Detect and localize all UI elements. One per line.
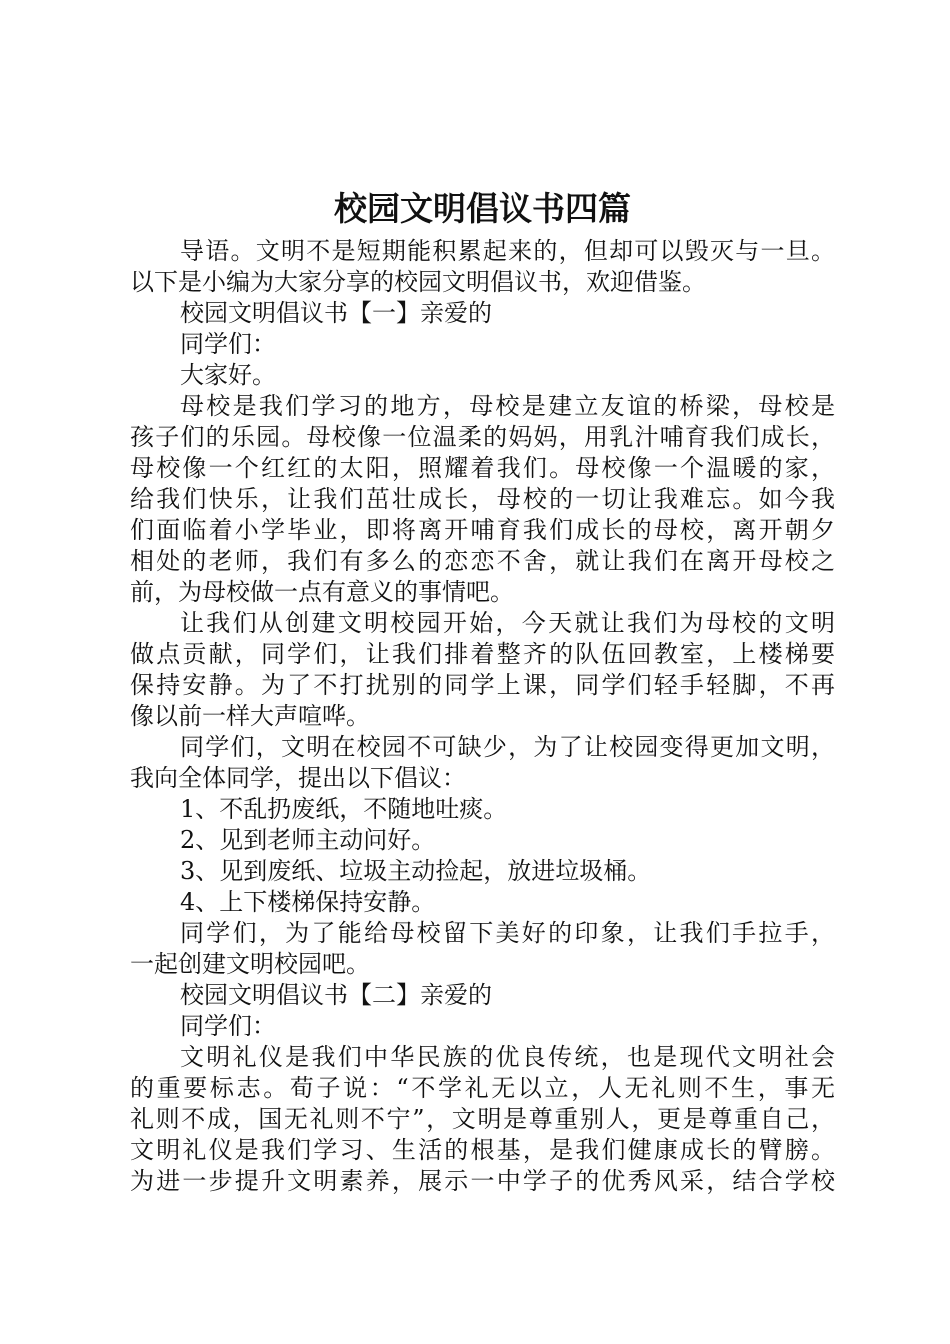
text-line: 1、不乱扔废纸，不随地吐痰。 — [180, 795, 508, 823]
text-line: 相处的老师，我们有多么的恋恋不舍，就让我们在离开母校之 — [130, 547, 835, 575]
text-line: 同学们，为了能给母校留下美好的印象，让我们手拉手， — [180, 919, 835, 947]
text-line: 一起创建文明校园吧。 — [130, 950, 370, 978]
text-line: 母校像一个红红的太阳，照耀着我们。母校像一个温暖的家， — [130, 454, 835, 482]
text-line: 2、见到老师主动问好。 — [180, 826, 436, 854]
text-line: 文明礼仪是我们学习、生活的根基，是我们健康成长的臂膀。 — [130, 1136, 835, 1164]
text-line: 母校是我们学习的地方，母校是建立友谊的桥梁，母校是 — [180, 392, 835, 420]
text-line: 的重要标志。荀子说：“不学礼无以立，人无礼则不生，事无 — [130, 1074, 835, 1102]
document-page — [130, 186, 835, 1197]
text-line: 为进一步提升文明素养，展示一中学子的优秀风采，结合学校 — [130, 1167, 835, 1195]
text-line: 文明礼仪是我们中华民族的优良传统，也是现代文明社会 — [180, 1043, 835, 1071]
text-line: 礼则不成，国无礼则不宁”，文明是尊重别人，更是尊重自己， — [130, 1105, 835, 1133]
text-line: 我向全体同学，提出以下倡议： — [130, 764, 466, 792]
text-line: 以下是小编为大家分享的校园文明倡议书，欢迎借鉴。 — [130, 268, 706, 296]
text-line: 们面临着小学毕业，即将离开哺育我们成长的母校，离开朝夕 — [130, 516, 835, 544]
text-line: 同学们，文明在校园不可缺少，为了让校园变得更加文明， — [180, 733, 835, 761]
text-line: 孩子们的乐园。母校像一位温柔的妈妈，用乳汁哺育我们成长， — [130, 423, 835, 451]
text-line: 像以前一样大声喧哗。 — [130, 702, 370, 730]
text-line: 同学们： — [180, 330, 276, 358]
text-line: 给我们快乐，让我们茁壮成长，母校的一切让我难忘。如今我 — [130, 485, 835, 513]
document-title: 校园文明倡议书四篇 — [334, 189, 631, 228]
text-line: 3、见到废纸、垃圾主动捡起，放进垃圾桶。 — [180, 857, 652, 885]
text-line: 前，为母校做一点有意义的事情吧。 — [130, 578, 514, 606]
text-line: 同学们： — [180, 1012, 276, 1040]
text-line: 保持安静。为了不打扰别的同学上课，同学们轻手轻脚，不再 — [130, 671, 835, 699]
document-body — [130, 236, 835, 1197]
text-line: 4、上下楼梯保持安静。 — [180, 888, 436, 916]
text-line: 让我们从创建文明校园开始，今天就让我们为母校的文明 — [180, 609, 835, 637]
text-line: 导语。文明不是短期能积累起来的，但却可以毁灭与一旦。 — [180, 237, 835, 265]
text-line: 校园文明倡议书【一】亲爱的 — [180, 299, 492, 327]
text-line: 大家好。 — [180, 361, 276, 389]
text-line: 校园文明倡议书【二】亲爱的 — [180, 981, 492, 1009]
text-line: 做点贡献，同学们，让我们排着整齐的队伍回教室，上楼梯要 — [130, 640, 835, 668]
